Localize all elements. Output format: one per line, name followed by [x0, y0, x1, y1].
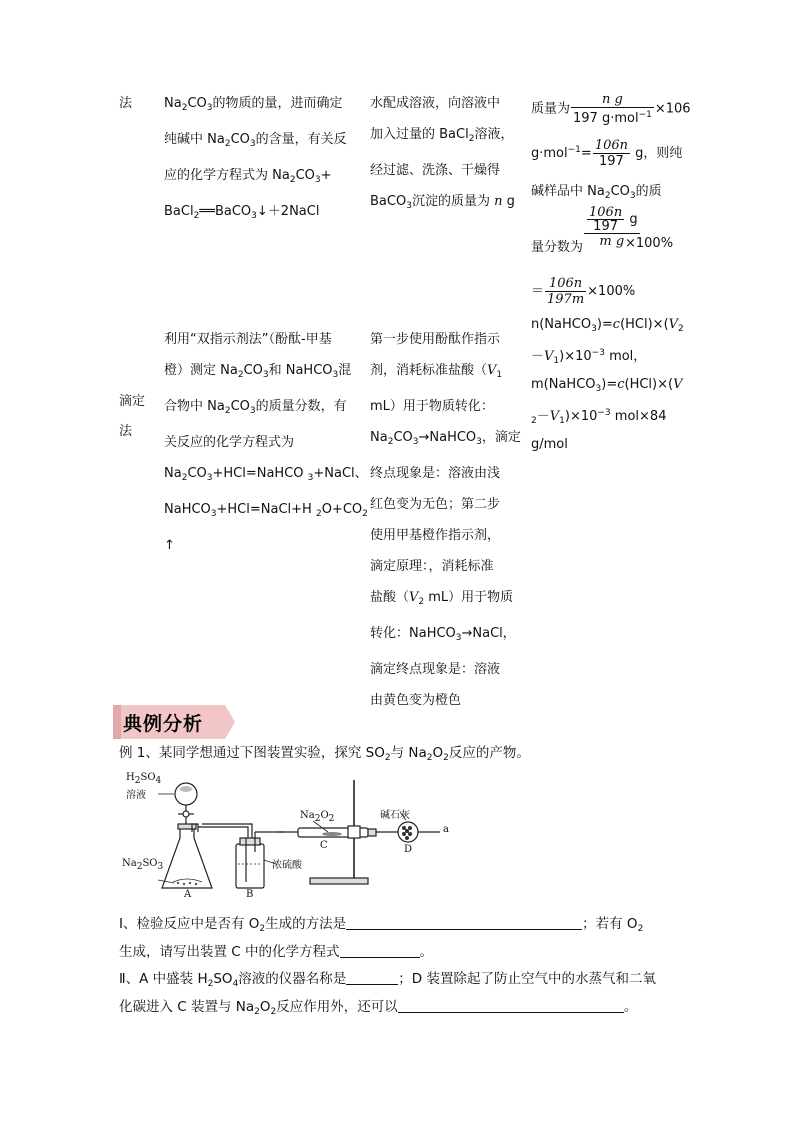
- label-outlet-a: a: [443, 824, 449, 835]
- label-conc-acid: 浓硫酸: [272, 860, 302, 871]
- method-cell-row1: [119, 88, 132, 119]
- answer-blank[interactable]: [340, 943, 420, 958]
- principle-equation: $Na_2CO_3+HCl=NaHCO$ $_3$+NaCl、: [164, 466, 368, 483]
- method-label-row2: 法: [119, 424, 133, 439]
- operation-line: 终点现象是：溶液由浅: [370, 466, 501, 481]
- conical-flask-a: [158, 824, 212, 888]
- operation-line: 加入过量的 BaCl$_2$溶液，: [370, 127, 514, 144]
- operation-line: mL）用于物质转化：: [370, 399, 494, 414]
- principle-line: 橙）测定 $Na_2CO_3$和 NaHCO$_3$混: [164, 363, 352, 380]
- question-1-line-2: 生成，请写出装置 C 中的化学方程式 。: [119, 944, 434, 960]
- principle-line: 利用“双指示剂法”（酚酞-甲基: [164, 332, 332, 347]
- method-label-row2: 滴定: [119, 394, 146, 409]
- answer-blank[interactable]: [346, 970, 398, 985]
- calc-line: $-V_1)\times 10^{-3}$ mol，: [531, 348, 647, 366]
- principle-cell-row1: [164, 88, 347, 232]
- apparatus-svg: [118, 772, 458, 902]
- principle-cell-row2: [164, 324, 368, 561]
- fraction: $\frac{106n}{197m}$: [547, 276, 585, 307]
- label-b: B: [246, 889, 254, 900]
- label-na2o2: Na2O2: [300, 810, 335, 824]
- separatory-funnel: [158, 783, 197, 827]
- answer-blank[interactable]: [398, 998, 624, 1013]
- operation-line: 滴定终点现象是：溶液: [370, 662, 501, 677]
- operation-cell-row2: [370, 324, 521, 716]
- principle-line: 合物中 $Na_2CO_3$的质量分数，有: [164, 399, 347, 416]
- principle-line: ↑: [164, 538, 175, 553]
- principle-line: 关反应的化学方程式为: [164, 435, 295, 450]
- section-title: 典例分析: [123, 713, 204, 735]
- calc-line: 碱样品中 $Na_2CO_3$的质: [531, 184, 662, 201]
- fraction: $\frac{\text{n g}}{197 g\cdot mol^{-1}}$: [573, 92, 652, 126]
- label-soda-lime: 碱石灰: [380, 810, 410, 821]
- method-cell-row2: [119, 387, 145, 447]
- calc-line: g/mol: [531, 437, 568, 452]
- principle-line: BaCl$_2$══BaCO$_3$↓＋2NaCl: [164, 204, 320, 221]
- section-banner: [113, 705, 235, 739]
- method-label-row1: 法: [119, 96, 133, 111]
- calc-line: $n(NaHCO_3)=c(HCl)\times(V_2$: [531, 317, 684, 334]
- principle-line: $Na_2CO_3$的物质的量，进而确定: [164, 96, 343, 113]
- answer-blank[interactable]: [346, 915, 582, 930]
- operation-line: 转化：NaHCO$_3$→NaCl，: [370, 626, 516, 643]
- calc-line-unit: g·mol$^{-1}$= $\frac{106n}{197}$ g，则纯: [531, 138, 683, 169]
- operation-line: 第一步使用酚酞作指示: [370, 332, 501, 347]
- operation-line: 剂，消耗标准盐酸（$V_1$: [370, 363, 503, 380]
- label-solution: 溶液: [126, 790, 146, 801]
- label-na2so3: Na2SO3: [122, 858, 164, 872]
- question-2-line-1: Ⅱ、A 中盛装 $H_2SO_4$溶液的仪器名称是 ；D 装置除起了防止空气中的水蒸气和二氧: [119, 971, 656, 989]
- question-2-line-2: 化碳进入 C 装置与 $Na_2O_2$反应作用外，还可以 。: [119, 999, 638, 1017]
- label-d: D: [404, 844, 413, 855]
- operation-line: $Na_2CO_3\to NaHCO_3$，滴定: [370, 430, 521, 447]
- calc-cell-row2: [531, 313, 684, 457]
- question-1-line-1: Ⅰ、检验反应中是否有 $O_2$生成的方法是 ；若有 $O_2$: [119, 916, 644, 934]
- calc-line: m(NaHCO$_3$)=c(HCl)×(V: [531, 377, 683, 394]
- principle-line: 纯碱中 $Na_2CO_3$的含量，有关反: [164, 132, 347, 149]
- operation-line: 滴定原理：，消耗标准: [370, 559, 494, 574]
- calc-line-mass: 质量为 $\frac{\text{n g}}{197 g\cdot mol^{-1}}$ ×106: [531, 92, 691, 126]
- calc-line: $_2-V_1)\times 10^{-3}$ mol×84: [531, 408, 667, 426]
- compound-fraction: $\frac{106n}{197}$ g m g: [584, 206, 640, 249]
- operation-line: 由黄色变为橙色: [370, 693, 462, 708]
- label-h2so4: H2SO4: [126, 772, 162, 786]
- operation-line: 红色变为无色；第二步: [370, 497, 501, 512]
- example-intro: 例 1、某同学想通过下图装置实验，探究 $SO_2$与 $Na_2O_2$反应的产物。: [119, 745, 530, 763]
- principle-line: 应的化学方程式为 $Na_2CO_3+$: [164, 168, 332, 185]
- operation-line: 经过滤、洗涤、干燥得: [370, 163, 501, 178]
- apparatus-diagram: [118, 772, 458, 902]
- operation-cell-row1: [370, 88, 515, 222]
- calc-line-result: ＝ $\frac{106n}{197m}$ ×100%: [531, 276, 636, 307]
- principle-equation: NaHCO$_3$+HCl=NaCl+H $_2O+CO_2$: [164, 502, 368, 519]
- calc-line-fraction: 量分数为 $\frac{106n}{197}$ g m g ×100%: [531, 205, 674, 255]
- operation-line: BaCO$_3$沉淀的质量为 n g: [370, 194, 515, 211]
- operation-line: 使用甲基橙作指示剂，: [370, 528, 501, 543]
- reaction-tube-c: [278, 821, 398, 837]
- operation-line: 水配成溶液，向溶液中: [370, 96, 501, 111]
- calc-cell-row1: [531, 92, 691, 316]
- label-a: A: [184, 889, 192, 900]
- fraction: $\frac{106n}{197}$: [594, 138, 628, 169]
- label-c: C: [320, 840, 328, 851]
- operation-line: 盐酸（$V_2$ mL）用于物质: [370, 590, 514, 607]
